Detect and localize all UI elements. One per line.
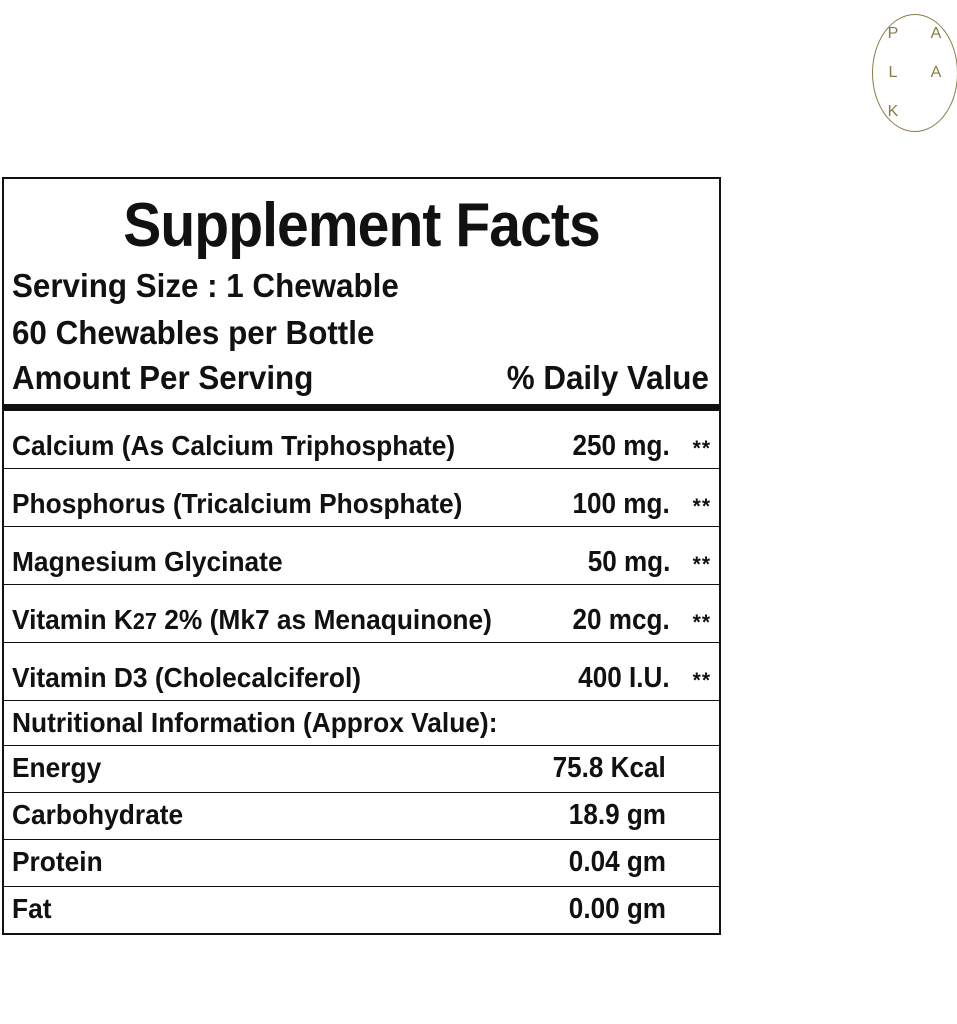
nutrition-name: Protein [12,845,103,877]
table-row [4,746,719,793]
nutrition-value: 18.9 gm [568,798,666,831]
nutrient-daily-value: ** [692,668,711,692]
daily-value-label: % Daily Value [506,358,710,396]
nutrient-daily-value: ** [692,436,711,460]
table-row [4,527,719,585]
table-row [4,469,719,527]
brand-logo [872,14,957,134]
nutrient-amount: 50 mg. [587,545,671,578]
nutrient-name: Vitamin D3 (Cholecalciferol) [12,662,362,694]
nutrient-name-rest: 2% (Mk7 as Menaquinone) [156,604,492,636]
logo-letter-p: P [887,24,900,42]
amount-daily-value-header [4,357,719,411]
section-title: Nutritional Information (Approx Value): [12,706,498,738]
nutrient-values [567,430,711,463]
nutrient-name: Calcium (As Calcium Triphosphate) [12,430,456,462]
nutrition-name: Fat [12,892,52,924]
logo-letter-l: L [888,63,899,81]
nutrient-name-main: Vitamin K [12,604,133,636]
serving-info [4,263,719,357]
amount-per-serving-label: Amount Per Serving [12,358,314,396]
nutritional-information-header [4,701,719,746]
nutrition-name: Carbohydrate [12,798,184,830]
logo-letter-k: K [887,103,900,121]
nutrient-daily-value: ** [692,552,711,576]
table-row [4,840,719,887]
logo-letter-a2: A [930,63,943,81]
nutrient-name: Phosphorus (Tricalcium Phosphate) [12,488,463,520]
logo-letters [872,14,957,132]
nutrition-value: 75.8 Kcal [552,751,666,784]
nutrient-amount: 400 I.U. [578,661,671,694]
nutrient-amount: 20 mcg. [572,603,670,636]
table-row [4,887,719,933]
nutrient-values [583,546,711,579]
table-row [4,643,719,701]
nutrient-name [12,604,492,636]
nutrient-values [567,604,711,637]
nutrition-value: 0.04 gm [568,845,666,878]
table-row [4,793,719,840]
nutrition-name: Energy [12,751,102,783]
supplement-facts-panel [2,177,721,935]
serving-size: Serving Size : 1 Chewable [12,267,399,304]
servings-per-container: 60 Chewables per Bottle [12,313,375,351]
nutrient-amount: 100 mg. [572,487,670,520]
nutrient-values [567,488,711,521]
table-row [4,411,719,469]
nutrient-name: Magnesium Glycinate [12,546,283,578]
nutrient-values [573,662,711,695]
nutrient-amount: 250 mg. [572,429,670,462]
nutrient-name-subscript: 27 [132,608,157,635]
nutrient-daily-value: ** [692,610,711,634]
nutrient-daily-value: ** [692,494,711,518]
logo-letter-a1: A [930,24,943,42]
table-row [4,585,719,643]
panel-title: Supplement Facts [123,191,600,260]
nutrition-value: 0.00 gm [568,892,666,925]
